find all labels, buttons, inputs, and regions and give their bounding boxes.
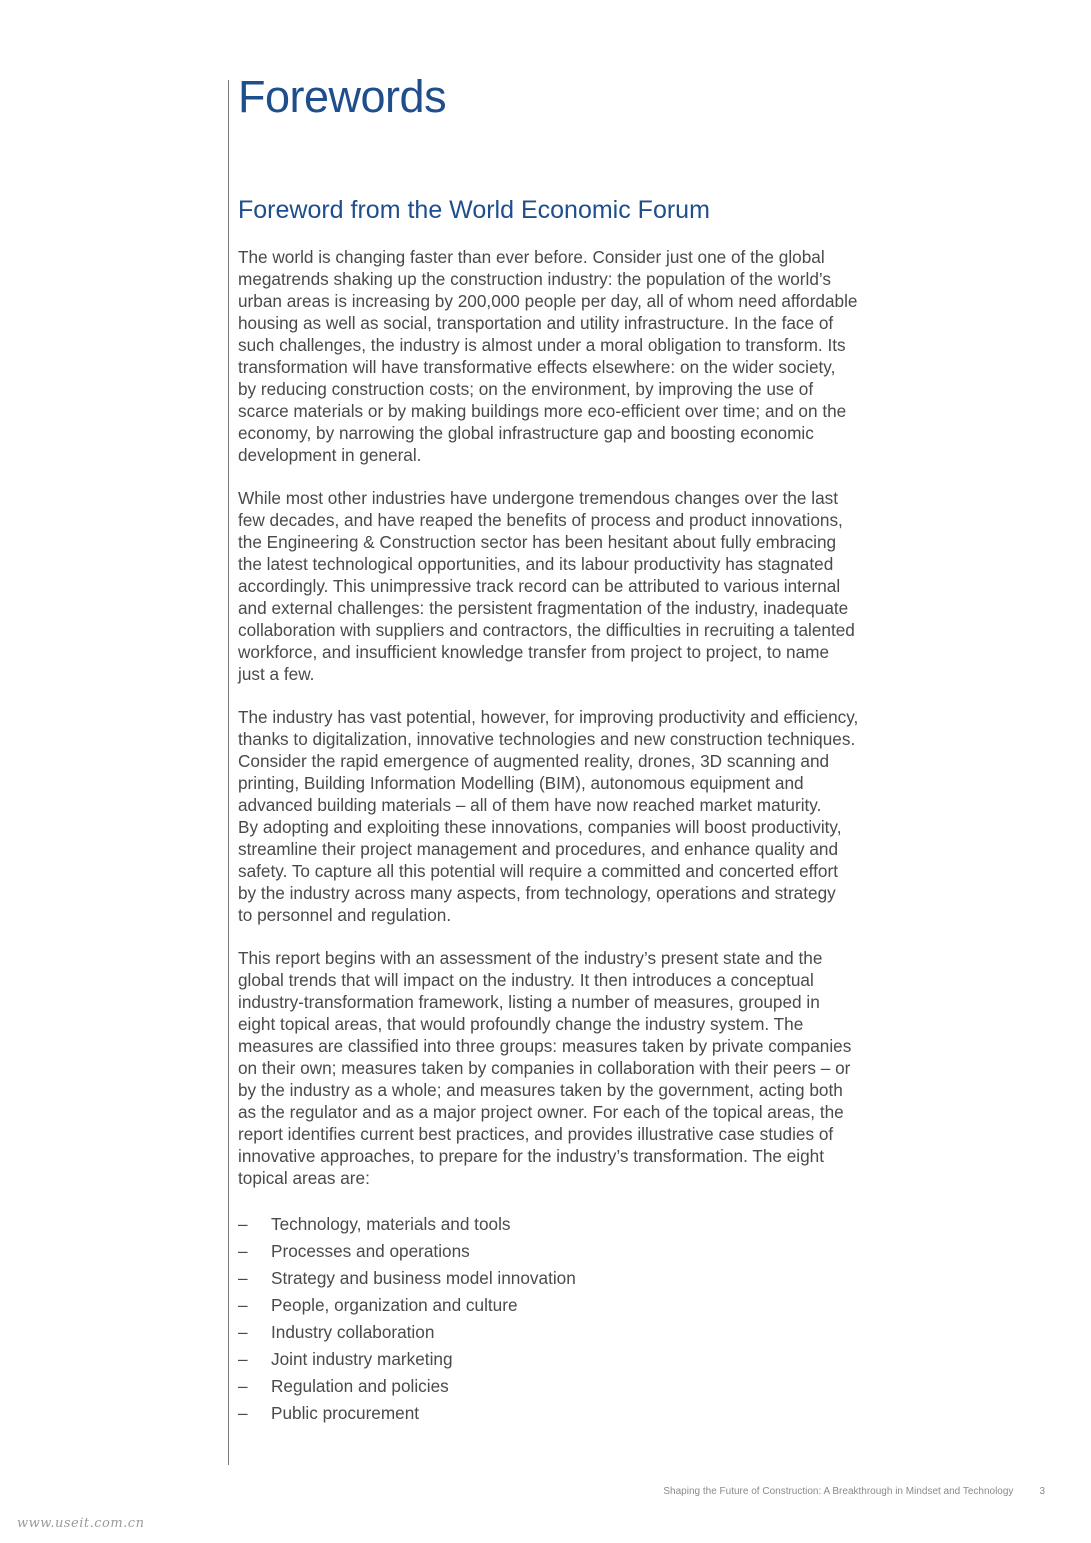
dash-bullet: –: [238, 1268, 248, 1288]
paragraph: The world is changing faster than ever before. Consider just one of the global megatrends shaking up the construction industry: the population of the world’s urban areas is increasing by 200,000 people per day, all of whom need affordable housing as well as social, transportation and utility infrastructure. In the face of such challenges, the industry is almost under a moral obligation to transform. Its transformation will have transformative effects elsewhere: on the wider society, by reducing construction costs; on the environment, by improving the use of scarce materials or by making buildings more eco-efficient over time; and on the economy, by narrowing the global infrastructure gap and boosting economic development in general.: [238, 247, 858, 465]
page-title: Forewords: [238, 71, 447, 122]
list-item-label: Strategy and business model innovation: [271, 1268, 576, 1288]
list-item-label: Industry collaboration: [271, 1322, 435, 1342]
list-item: [238, 1265, 898, 1292]
list-item-label: Joint industry marketing: [271, 1349, 453, 1369]
list-item-label: Processes and operations: [271, 1241, 470, 1261]
list-item: [238, 1292, 898, 1319]
dash-bullet: –: [238, 1241, 248, 1261]
margin-rule: [228, 80, 229, 1465]
list-item: [238, 1346, 898, 1373]
dash-bullet: –: [238, 1214, 248, 1234]
dash-bullet: –: [238, 1295, 248, 1315]
watermark: www.useit.com.cn: [17, 1516, 145, 1531]
list-item-label: Technology, materials and tools: [271, 1214, 511, 1234]
list-item-label: Public procurement: [271, 1403, 420, 1423]
page-number: 3: [1039, 1486, 1045, 1497]
foreword-body: [238, 246, 898, 1189]
page-content: [238, 72, 898, 1427]
list-item-label: People, organization and culture: [271, 1295, 518, 1315]
section-title: Foreword from the World Economic Forum: [238, 196, 710, 224]
list-item: [238, 1373, 898, 1400]
list-item: [238, 1238, 898, 1265]
paragraph: While most other industries have undergone tremendous changes over the last few decades, and have reaped the benefits of process and product innovations, the Engineering & Construction sector has been hesitant about fully embracing the latest technological opportunities, and its labour productivity has stagnated accordingly. This unimpressive track record can be attributed to various internal and external challenges: the persistent fragmentation of the industry, inadequate collaboration with suppliers and contractors, the difficulties in recruiting a talented workforce, and insufficient knowledge transfer from project to project, to name just a few.: [238, 488, 855, 684]
dash-bullet: –: [238, 1376, 248, 1396]
list-item-label: Regulation and policies: [271, 1376, 449, 1396]
paragraph: The industry has vast potential, however, for improving productivity and efficiency, thanks to digitalization, innovative technologies and new construction techniques. Consider the rapid emergence of augmented reality, drones, 3D scanning and printing, Building Information Modelling (BIM), autonomous equipment and advanced building materials – all of them have now reached market maturity. By adopting and exploiting these innovations, companies will boost productivity, streamline their project management and procedures, and enhance quality and safety. To capture all this potential will require a committed and concerted effort by the industry across many aspects, from technology, operations and strategy to personnel and regulation.: [238, 707, 859, 925]
dash-bullet: –: [238, 1322, 248, 1342]
footer-report-title: Shaping the Future of Construction: A Breakthrough in Mindset and Technology: [663, 1486, 1014, 1497]
paragraph: This report begins with an assessment of the industry’s present state and the global trends that will impact on the industry. It then introduces a conceptual industry-transformation framework, listing a number of measures, grouped in eight topical areas, that would profoundly change the industry system. The measures are classified into three groups: measures taken by private companies on their own; measures taken by companies in collaboration with their peers – or by the industry as a whole; and measures taken by the government, acting both as the regulator and as a major project owner. For each of the topical areas, the report identifies current best practices, and provides illustrative case studies of innovative approaches, to prepare for the industry’s transformation. The eight topical areas are:: [238, 948, 852, 1188]
dash-bullet: –: [238, 1349, 248, 1369]
topical-areas-list: [238, 1211, 898, 1427]
list-item: [238, 1400, 898, 1427]
dash-bullet: –: [238, 1403, 248, 1423]
list-item: [238, 1319, 898, 1346]
page-footer: [663, 1486, 1045, 1497]
list-item: [238, 1211, 898, 1238]
